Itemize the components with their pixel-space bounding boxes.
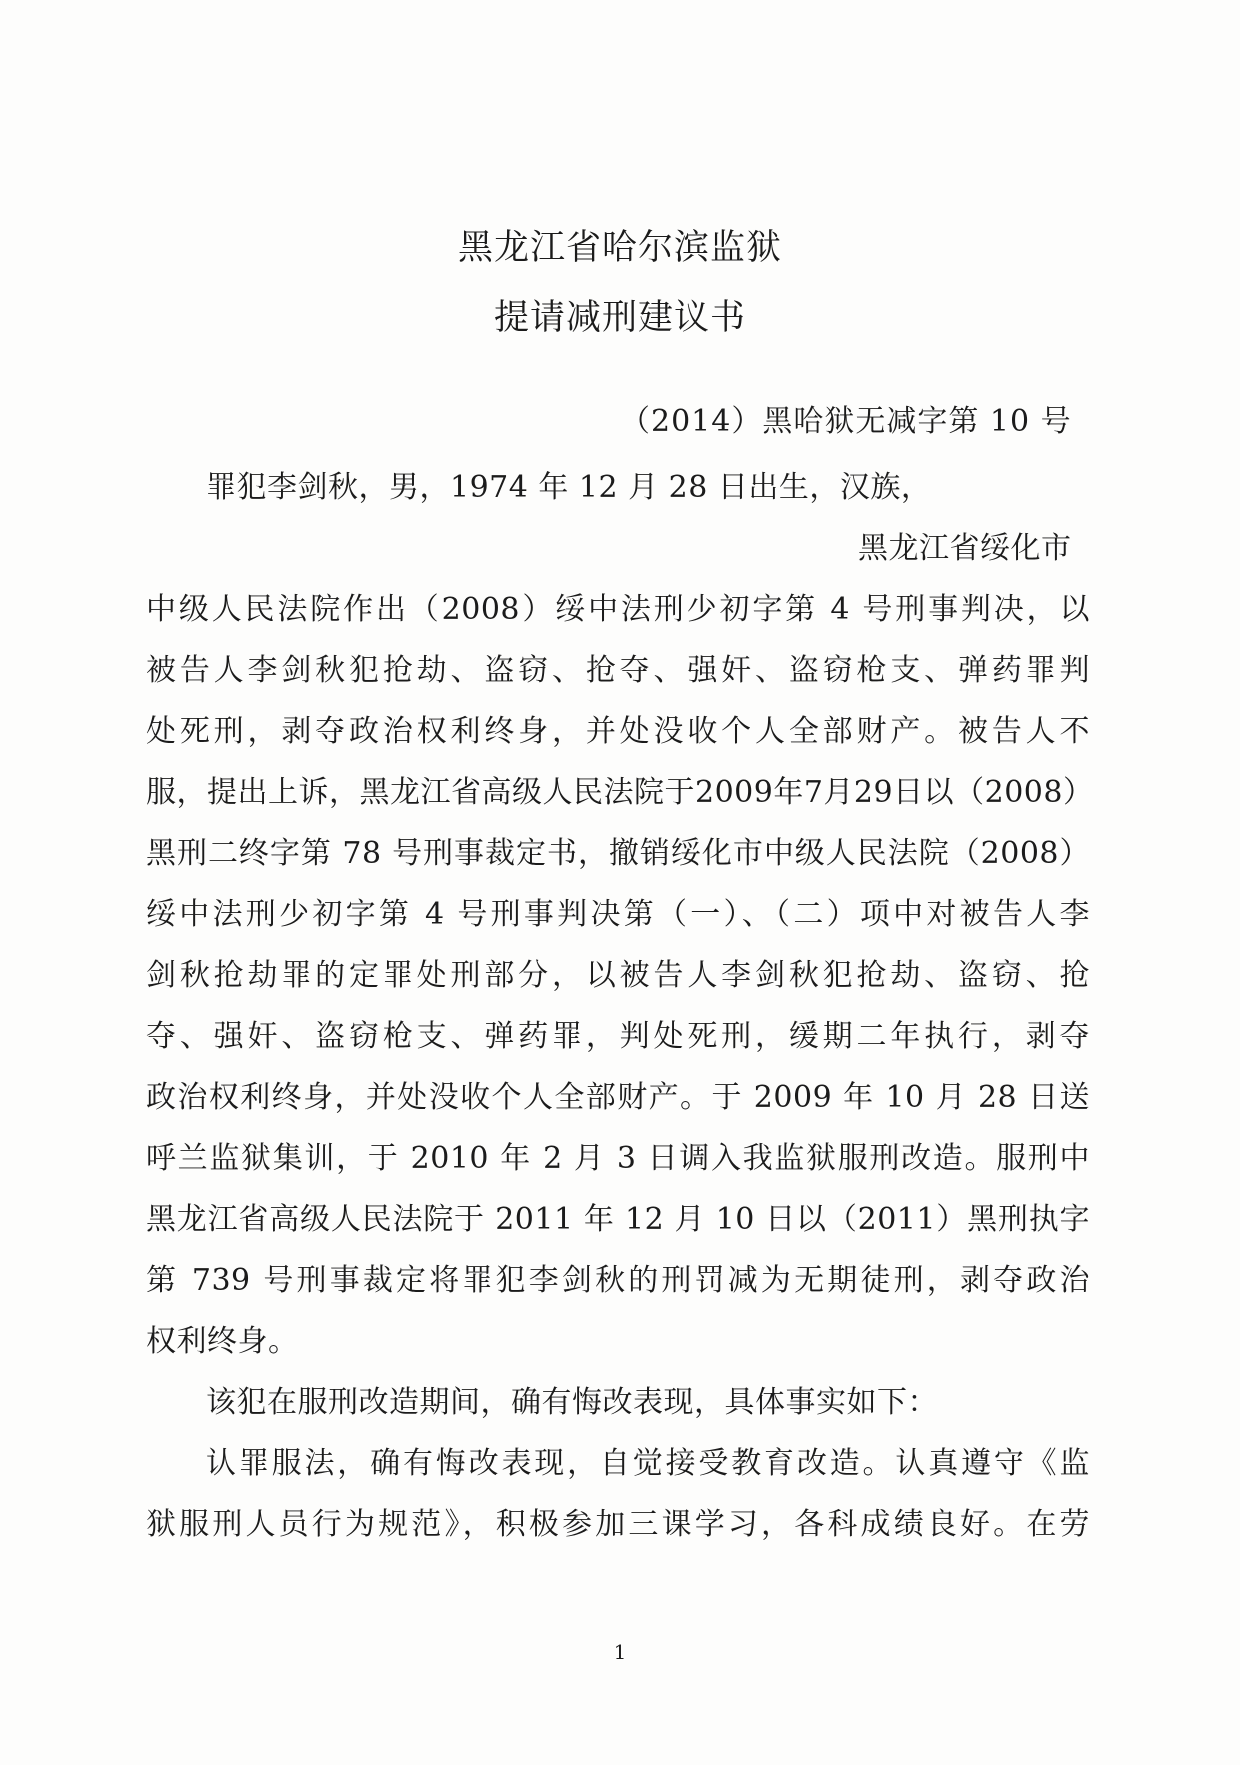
body-line: 第 739 号刑事裁定将罪犯李剑秋的刑罚减为无期徒刑，剥夺政治 bbox=[146, 1263, 1090, 1298]
body-line: 处死刑，剥夺政治权利终身，并处没收个人全部财产。被告人不 bbox=[146, 714, 1090, 749]
body-line: 狱服刑人员行为规范》，积极参加三课学习，各科成绩良好。在劳 bbox=[146, 1507, 1090, 1542]
body-line: 黑刑二终字第 78 号刑事裁定书，撤销绥化市中级人民法院（2008） bbox=[146, 836, 1090, 871]
body-line: 服，提出上诉，黑龙江省高级人民法院于2009年7月29日以（2008） bbox=[146, 775, 1094, 810]
body-line: 权利终身。 bbox=[146, 1324, 299, 1359]
body-line: 该犯在服刑改造期间，确有悔改表现，具体事实如下： bbox=[206, 1385, 938, 1420]
body-line: 罪犯李剑秋，男，1974 年 12 月 28 日出生，汉族， bbox=[206, 470, 932, 505]
body-line: 政治权利终身，并处没收个人全部财产。于 2009 年 10 月 28 日送 bbox=[146, 1080, 1090, 1115]
document-title-line-2: 提请减刑建议书 bbox=[493, 298, 746, 338]
body-line: 认罪服法，确有悔改表现，自觉接受教育改造。认真遵守《监 bbox=[206, 1446, 1090, 1481]
page-number: 1 bbox=[613, 1640, 627, 1664]
document-title-line-1: 黑龙江省哈尔滨监狱 bbox=[457, 228, 782, 268]
body-line: 剑秋抢劫罪的定罪处刑部分，以被告人李剑秋犯抢劫、盗窃、抢 bbox=[146, 958, 1090, 993]
body-line: 夺、强奸、盗窃枪支、弹药罪，判处死刑，缓期二年执行，剥夺 bbox=[146, 1019, 1090, 1054]
body-line: 被告人李剑秋犯抢劫、盗窃、抢夺、强奸、盗窃枪支、弹药罪判 bbox=[146, 653, 1090, 688]
body-line: 黑龙江省高级人民法院于 2011 年 12 月 10 日以（2011）黑刑执字 bbox=[146, 1202, 1090, 1237]
body-line: 黑龙江省绥化市 bbox=[858, 531, 1072, 566]
body-line: 呼兰监狱集训，于 2010 年 2 月 3 日调入我监狱服刑改造。服刑中 bbox=[146, 1141, 1090, 1176]
document-number: （2014）黑哈狱无减字第 10 号 bbox=[620, 404, 1072, 439]
body-line: 绥中法刑少初字第 4 号刑事判决第（一）、（二）项中对被告人李 bbox=[146, 897, 1090, 932]
body-line: 中级人民法院作出（2008）绥中法刑少初字第 4 号刑事判决，以 bbox=[146, 592, 1090, 627]
